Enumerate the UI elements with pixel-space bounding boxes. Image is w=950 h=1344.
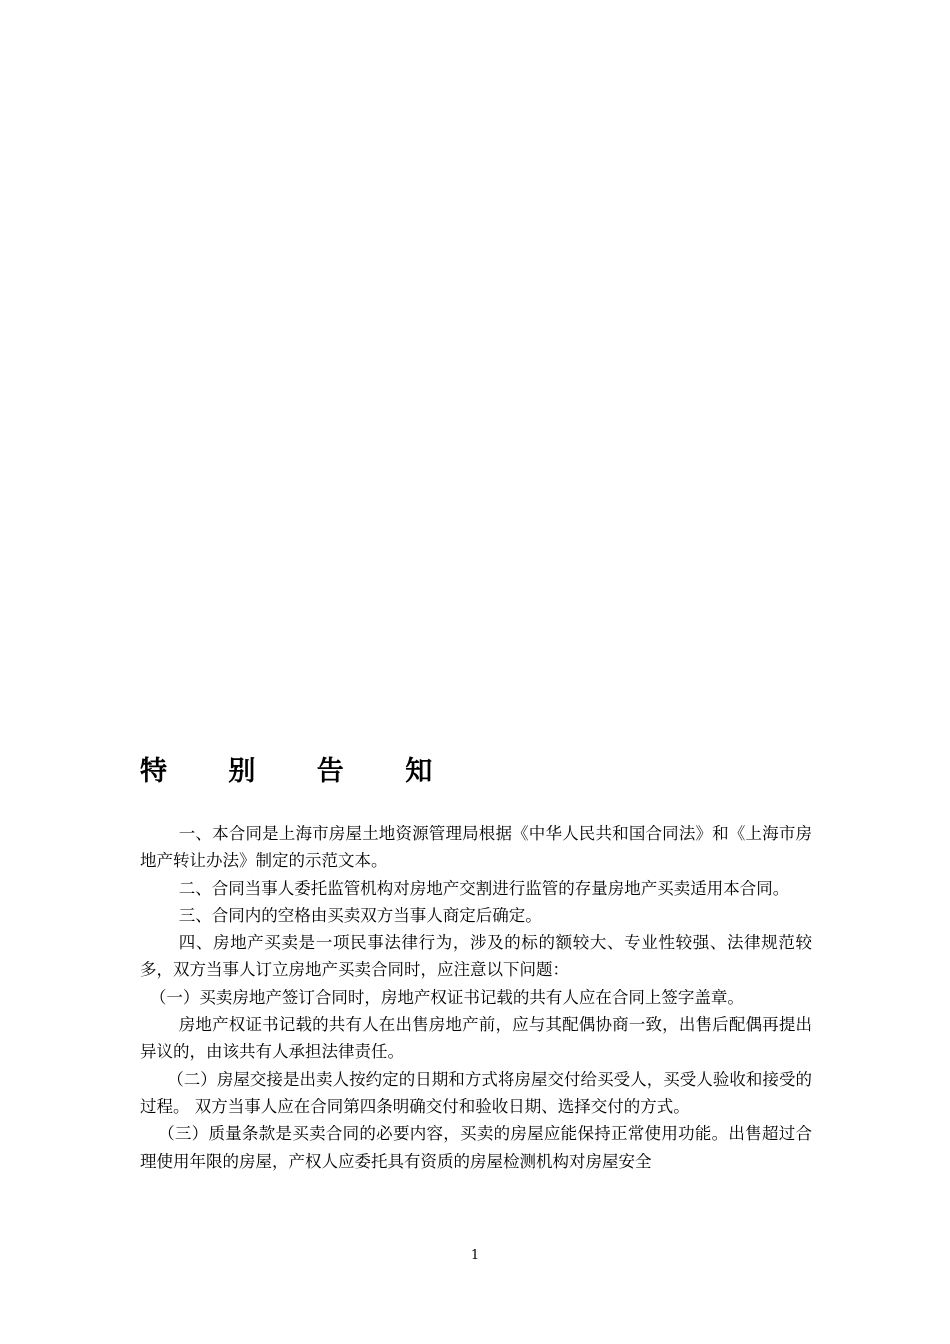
- notice-paragraph-4: 四、房地产买卖是一项民事法律行为，涉及的标的额较大、专业性较强、法律规范较多，双方当事人订立房地产买卖合同时，应注意以下问题：: [140, 933, 812, 980]
- page-number: 1: [470, 1248, 480, 1263]
- notice-item-3: （三）质量条款是买卖合同的必要内容，买卖的房屋应能保持正常使用功能。出售超过合理使用年限的房屋，产权人应委托具有资质的房屋检测机构对房屋安全: [140, 1124, 812, 1171]
- notice-paragraph-1: 一、本合同是上海市房屋土地资源管理局根据《中华人民共和国合同法》和《上海市房地产转让办法》制定的示范文本。: [140, 824, 812, 871]
- notice-item-2: （二）房屋交接是出卖人按约定的日期和方式将房屋交付给买受人，买受人验收和接受的过程。 双方当事人应在合同第四条明确交付和验收日期、选择交付的方式。: [140, 1069, 812, 1116]
- notice-item-1: （一）买卖房地产签订合同时，房地产权证书记载的共有人应在合同上签字盖章。: [149, 987, 744, 1007]
- notice-paragraph-3: 三、合同内的空格由买卖双方当事人商定后确定。: [178, 905, 542, 925]
- notice-title: 特 别 告 知: [140, 756, 459, 787]
- notice-body: [140, 820, 812, 1175]
- notice-item-1-detail: 房地产权证书记载的共有人在出售房地产前，应与其配偶协商一致，出售后配偶再提出异议的，由该共有人承担法律责任。: [140, 1015, 812, 1062]
- notice-paragraph-2: 二、合同当事人委托监管机构对房地产交割进行监管的存量房地产买卖适用本合同。: [178, 878, 790, 898]
